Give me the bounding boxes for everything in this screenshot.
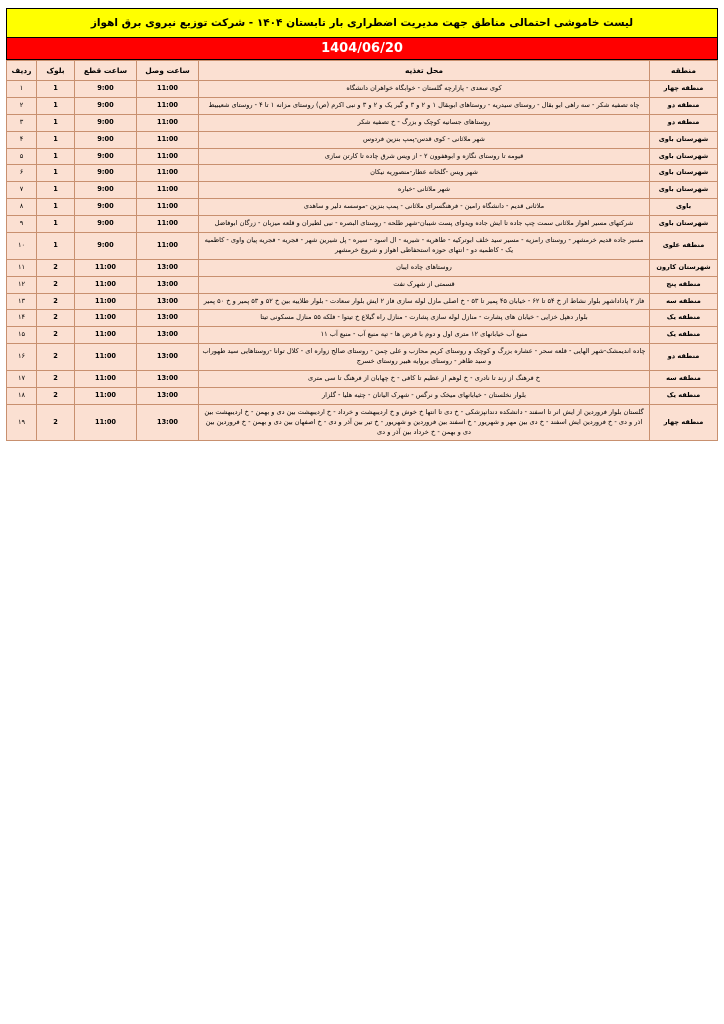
cell-feeder: خ فرهنگ از زند تا نادری - خ لوهم از عظیم تا کافی - خ چهابان از فرهنگ تا سی متری [199, 371, 650, 388]
table-row [7, 233, 718, 260]
cell-row-number: ۹ [7, 216, 37, 233]
cell-outage-time: 9:00 [75, 131, 137, 148]
column-header-feeder: محل تغذیه [199, 61, 650, 81]
cell-restore-time: 13:00 [137, 387, 199, 404]
cell-row-number: ۱۶ [7, 344, 37, 371]
table-row [7, 327, 718, 344]
table-row [7, 148, 718, 165]
cell-block: 1 [37, 182, 75, 199]
column-header-row: ردیف [7, 61, 37, 81]
cell-restore-time: 11:00 [137, 81, 199, 98]
cell-block: 1 [37, 131, 75, 148]
cell-block: 1 [37, 216, 75, 233]
cell-row-number: ۴ [7, 131, 37, 148]
cell-outage-time: 11:00 [75, 310, 137, 327]
cell-block: 2 [37, 259, 75, 276]
column-header-block: بلوک [37, 61, 75, 81]
cell-block: 2 [37, 387, 75, 404]
cell-outage-time: 11:00 [75, 344, 137, 371]
table-header [7, 61, 718, 81]
cell-restore-time: 13:00 [137, 404, 199, 441]
cell-block: 1 [37, 97, 75, 114]
cell-restore-time: 11:00 [137, 148, 199, 165]
table-row [7, 404, 718, 441]
cell-region: منطقه یک [650, 387, 718, 404]
cell-outage-time: 9:00 [75, 182, 137, 199]
cell-outage-time: 9:00 [75, 148, 137, 165]
cell-outage-time: 9:00 [75, 216, 137, 233]
cell-feeder: فاز ۲ پاداداشهر بلوار نشاط از خ ۵۴ تا ۶۲ - خیابان ۴۵ پمیر تا ۵۳ - خ اصلی مازل لوله سازی فاز ۲ ایش بلوار سعادت - بلوار طلاییه بین خ ۵۲ و ۵۳ پمیر و خ ۵۰ پمیر [199, 293, 650, 310]
cell-feeder: منبع آب خیابانهای ۱۲ متری اول و دوم با فرض ها - تپه منبع آب - منبع آب ۱۱ [199, 327, 650, 344]
cell-region: باوی [650, 199, 718, 216]
table-row [7, 182, 718, 199]
cell-region: شهرستان باوی [650, 148, 718, 165]
cell-restore-time: 11:00 [137, 182, 199, 199]
cell-row-number: ۱۱ [7, 259, 37, 276]
cell-outage-time: 11:00 [75, 276, 137, 293]
cell-outage-time: 11:00 [75, 404, 137, 441]
cell-block: 1 [37, 114, 75, 131]
cell-restore-time: 13:00 [137, 293, 199, 310]
cell-row-number: ۶ [7, 165, 37, 182]
table-row [7, 81, 718, 98]
cell-region: شهرستان باوی [650, 165, 718, 182]
cell-restore-time: 11:00 [137, 165, 199, 182]
cell-block: 1 [37, 165, 75, 182]
cell-region: منطقه پنج [650, 276, 718, 293]
cell-row-number: ۱۴ [7, 310, 37, 327]
cell-block: 2 [37, 276, 75, 293]
cell-feeder: شرکتهای مسیر اهواز ملاثانی سمت چپ جاده تا ایش جاده ویدوای پست شیبان-شهر طلحه - روستای البصره - نیی لطیران و قلعه میزبان - زرگان ابوفاضل [199, 216, 650, 233]
cell-region: منطقه سه [650, 371, 718, 388]
cell-region: شهرستان باوی [650, 216, 718, 233]
table-row [7, 344, 718, 371]
cell-region: منطقه علوی [650, 233, 718, 260]
cell-block: 2 [37, 404, 75, 441]
cell-row-number: ۳ [7, 114, 37, 131]
cell-row-number: ۱۹ [7, 404, 37, 441]
cell-region: منطقه یک [650, 310, 718, 327]
cell-restore-time: 13:00 [137, 327, 199, 344]
cell-restore-time: 13:00 [137, 371, 199, 388]
cell-region: منطقه یک [650, 327, 718, 344]
table-row [7, 259, 718, 276]
cell-row-number: ۱ [7, 81, 37, 98]
cell-row-number: ۱۳ [7, 293, 37, 310]
cell-row-number: ۱۷ [7, 371, 37, 388]
cell-feeder: کوی سعدی - پازارچه گلستان - خوابگاه خواهران دانشگاه [199, 81, 650, 98]
column-header-region: منطقه [650, 61, 718, 81]
cell-outage-time: 9:00 [75, 199, 137, 216]
cell-row-number: ۱۸ [7, 387, 37, 404]
cell-feeder: قیومه تا روستای نگازه و ابوهفوون ۲ - از ویس شرق چاده تا کارتن سازی [199, 148, 650, 165]
table-row [7, 387, 718, 404]
cell-restore-time: 11:00 [137, 233, 199, 260]
cell-feeder: روستاهای چاده ایبان [199, 259, 650, 276]
table-row [7, 114, 718, 131]
cell-region: منطقه دو [650, 344, 718, 371]
date-bar [6, 38, 718, 60]
cell-outage-time: 11:00 [75, 387, 137, 404]
table-row [7, 131, 718, 148]
cell-feeder: بلوار دهپل خزایی - خیابان های پشارت - منازل لوله سازی پشارت - منازل راه گیلاع خ تیتوا - فلکه ۵۵ منازل مسکونی تیتا [199, 310, 650, 327]
cell-feeder: شهر ملاثانی -خیاره [199, 182, 650, 199]
cell-outage-time: 11:00 [75, 327, 137, 344]
table-row [7, 371, 718, 388]
outage-table [6, 60, 718, 441]
cell-row-number: ۱۰ [7, 233, 37, 260]
cell-outage-time: 11:00 [75, 293, 137, 310]
cell-restore-time: 13:00 [137, 259, 199, 276]
cell-feeder: گلستان بلوار فروردین از ایش انر تا اسفند - دانشکده دندانپزشکی - خ دی تا انتها خ خوش و خ اردیبهشت و خرداد - خ اردیبهشت بین دی و بهمن - خ اردیبهشت بین اذر و دی - خ فروردین ایش اسفند - خ دی بین مهر و شهریور - خ اسفند بین فروردین و شهریور - خ تیر بین آذر و دی - خ اصفهان بین دی و بهمن - خ فروردین بین دی و بهمن - خ خرداد بین آذر و دی [199, 404, 650, 441]
cell-block: 2 [37, 344, 75, 371]
cell-block: 1 [37, 233, 75, 260]
cell-row-number: ۱۵ [7, 327, 37, 344]
cell-region: منطقه سه [650, 293, 718, 310]
cell-region: منطقه دو [650, 97, 718, 114]
cell-feeder: مسیر جاده قدیم خرمشهر - روستای رامزیه - مسیر سید خلف ابوترکیه - طاهریه - شیریه - ال اسود - سیره - پل شیرین شهر - فجریه - فجریه پیان واوی - کاظمیه یک - کاظمیه دو - انتهای حوزه استحفاظی اهواز و شروع خرمشهر [199, 233, 650, 260]
cell-outage-time: 9:00 [75, 114, 137, 131]
cell-region: شهرستان باوی [650, 131, 718, 148]
cell-feeder: ملاثانی قدیم - دانشگاه رامین - فرهنگسرای ملاثانی - پمپ بنزین -موسسه دلیر و ساهدی [199, 199, 650, 216]
cell-region: شهرستان کارون [650, 259, 718, 276]
table-row [7, 216, 718, 233]
column-header-outage-time: ساعت قطع [75, 61, 137, 81]
banner-title: لیست خاموشی احتمالی مناطق جهت مدیریت اضطراری بار تابستان ۱۴۰۴ - شرکت توزیع نیروی برق اهواز [90, 17, 634, 29]
cell-row-number: ۷ [7, 182, 37, 199]
cell-region: منطقه دو [650, 114, 718, 131]
cell-block: 2 [37, 310, 75, 327]
cell-restore-time: 13:00 [137, 276, 199, 293]
cell-restore-time: 13:00 [137, 310, 199, 327]
cell-feeder: روستاهای جسانیه کوچک و بزرگ - خ تصفیه شکر [199, 114, 650, 131]
cell-block: 1 [37, 199, 75, 216]
cell-restore-time: 11:00 [137, 131, 199, 148]
cell-row-number: ۵ [7, 148, 37, 165]
table-row [7, 199, 718, 216]
cell-feeder: چاده اندیمشک-شهر الهایی - قلعه سحر - عشاره بزرگ و کوچک و روستای کریم محازب و علی چمن - روستای صالح زواره ای - کلال توانا -روستاهایی سید طهوراب و سید طاهر - روستای بروایه هبیر روستای خسرج [199, 344, 650, 371]
cell-feeder: چاه تصفیه شکر - سه راهی ابو بقال - روستای سیدریه - روستاهای ابوبقال ۱ و ۲ و ۳ و گیر یک و ۲ و ۳ و نبی اکرم (ص) روستای مزانه ۱ تا ۴ - روستای شعیبیط [199, 97, 650, 114]
cell-outage-time: 11:00 [75, 371, 137, 388]
table-row [7, 97, 718, 114]
cell-outage-time: 11:00 [75, 259, 137, 276]
cell-region: شهرستان باوی [650, 182, 718, 199]
table-row [7, 293, 718, 310]
table-row [7, 276, 718, 293]
cell-feeder: بلوار نخلستان - خیابانهای میخک و نرگس - شهرک الیانان - چثیه هلیا - گلزار [199, 387, 650, 404]
cell-block: 2 [37, 371, 75, 388]
cell-block: 1 [37, 148, 75, 165]
table-body [7, 81, 718, 441]
cell-restore-time: 11:00 [137, 97, 199, 114]
table-row [7, 165, 718, 182]
cell-restore-time: 11:00 [137, 199, 199, 216]
cell-outage-time: 9:00 [75, 233, 137, 260]
page-banner [6, 8, 718, 38]
cell-feeder: شهر ویس -گلخانه عطار-منصوریه نیکان [199, 165, 650, 182]
cell-row-number: ۲ [7, 97, 37, 114]
cell-feeder: شهر ملاثانی - کوی قدس-پمپ بنزین فردوس [199, 131, 650, 148]
table-row [7, 310, 718, 327]
cell-restore-time: 11:00 [137, 216, 199, 233]
cell-restore-time: 11:00 [137, 114, 199, 131]
cell-feeder: قسمتی از شهرک نفت [199, 276, 650, 293]
cell-row-number: ۱۲ [7, 276, 37, 293]
cell-outage-time: 9:00 [75, 81, 137, 98]
cell-outage-time: 9:00 [75, 165, 137, 182]
cell-block: 2 [37, 327, 75, 344]
cell-outage-time: 9:00 [75, 97, 137, 114]
schedule-date: 1404/06/20 [321, 41, 403, 56]
cell-block: 2 [37, 293, 75, 310]
table-header-row [7, 61, 718, 81]
cell-region: منطقه چهار [650, 81, 718, 98]
cell-row-number: ۸ [7, 199, 37, 216]
cell-block: 1 [37, 81, 75, 98]
column-header-restore-time: ساعت وصل [137, 61, 199, 81]
cell-restore-time: 13:00 [137, 344, 199, 371]
cell-region: منطقه چهار [650, 404, 718, 441]
